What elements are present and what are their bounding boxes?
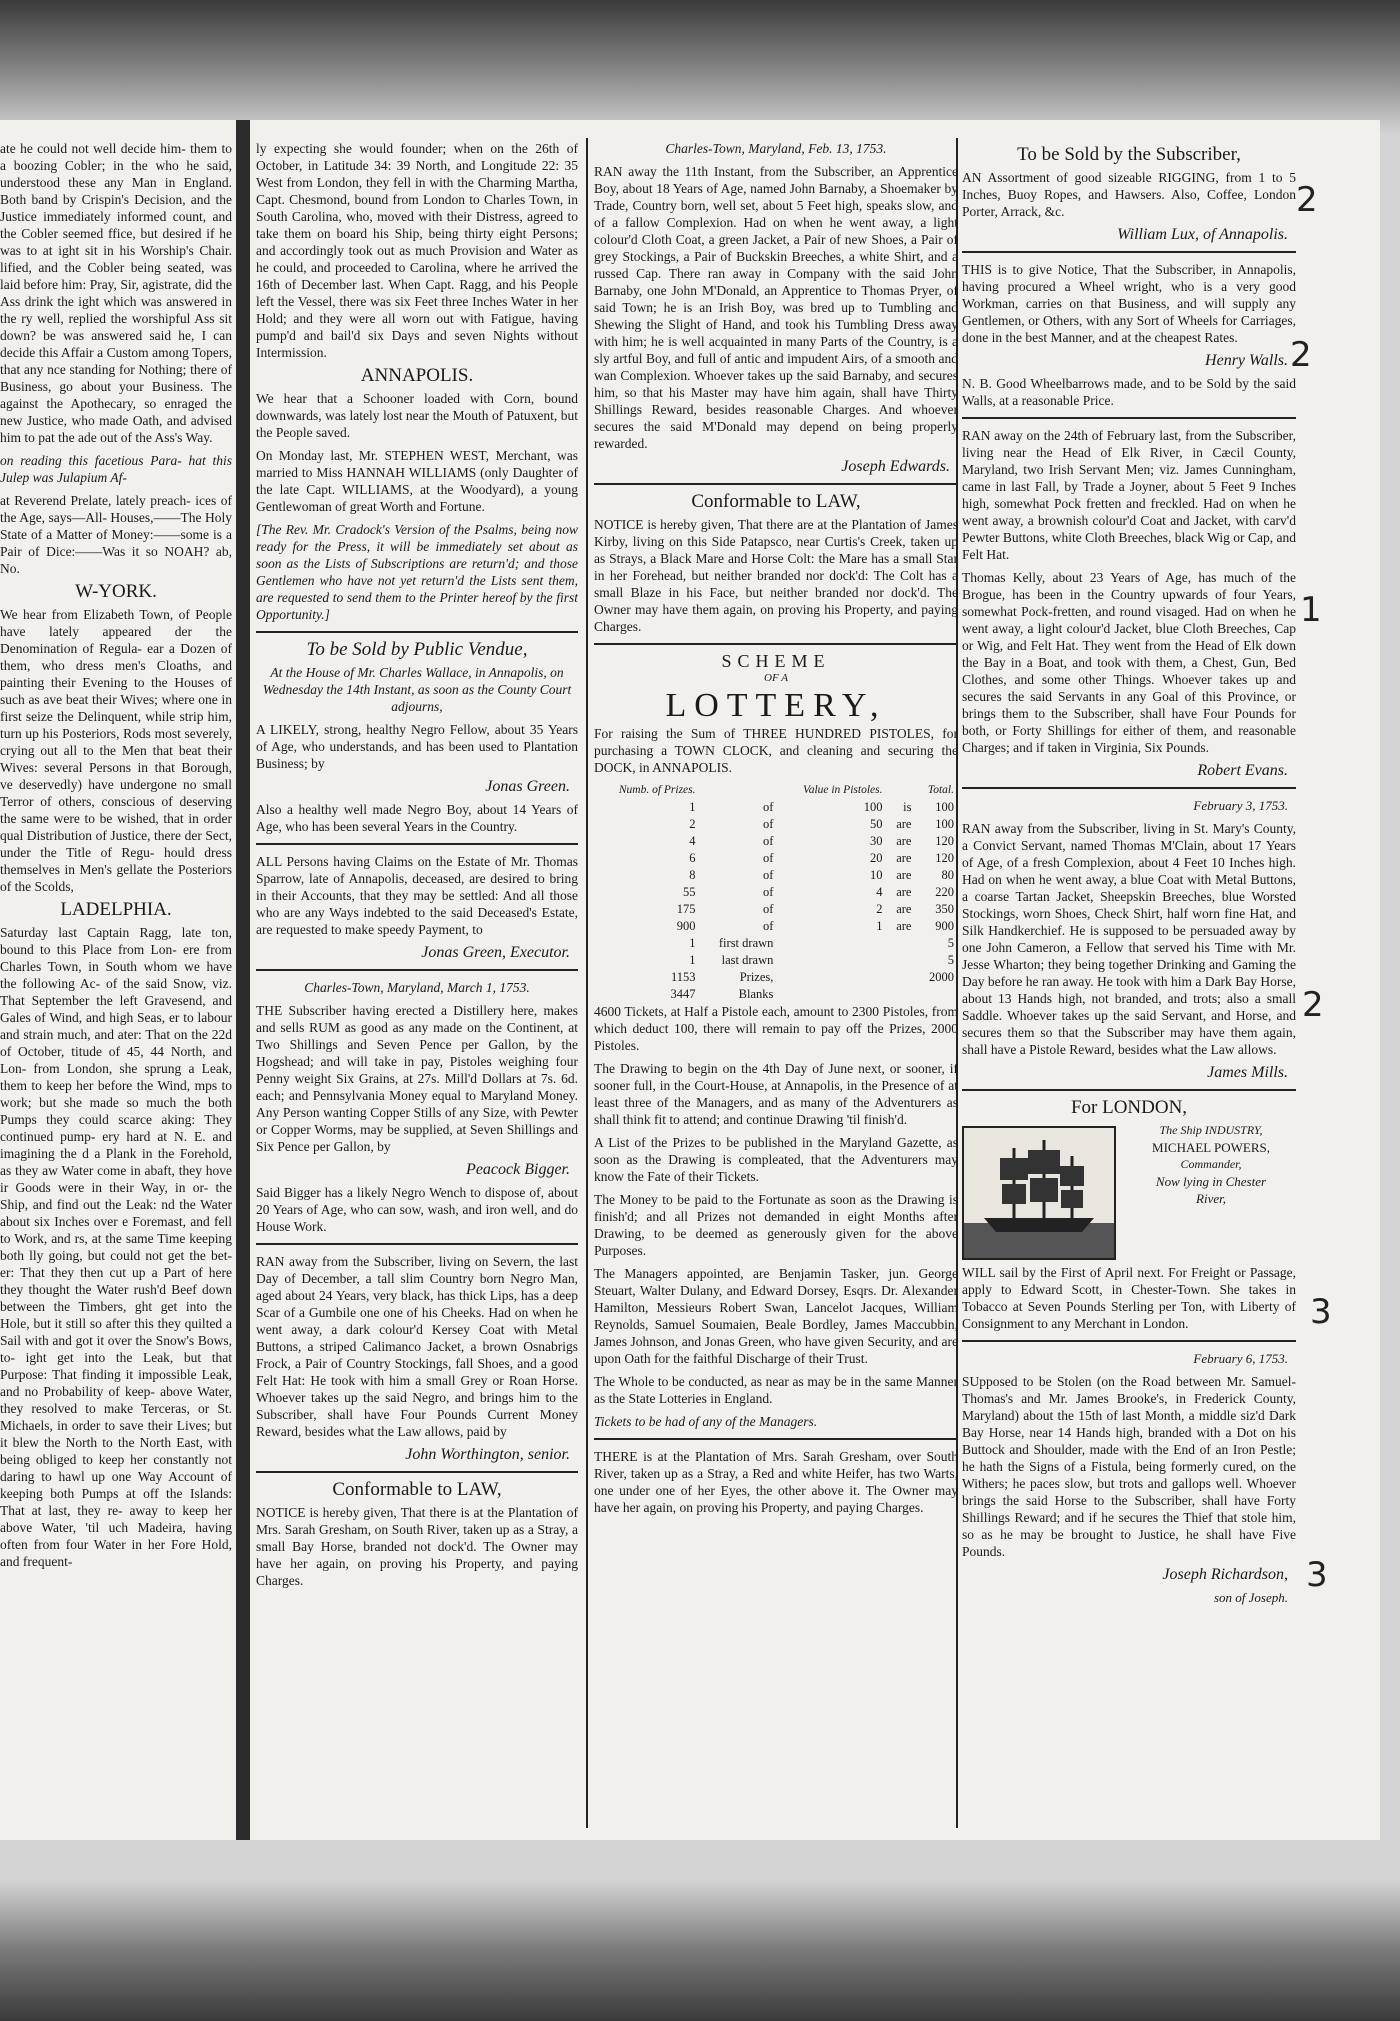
ship-icon <box>964 1128 1114 1258</box>
ad-text: NOTICE is hereby given, That there is at the Plantation of Mrs. Sarah Gresham, on South River, taken up as a Stray, a small Bay Horse, branded not dock'd. The Owner may have her again, on proving his Property, and paying Charges. <box>256 1505 578 1588</box>
section-heading: W-YORK. <box>75 581 157 602</box>
lottery-table-cell: 8 <box>689 868 696 882</box>
lottery-table-cell: of <box>762 868 774 882</box>
lottery-table-cell: last drawn <box>721 953 774 967</box>
column-left-partial <box>0 140 232 1830</box>
ship-commander-title: Commander, <box>1180 1157 1242 1171</box>
divider <box>594 1438 958 1440</box>
lottery-table-cell: is <box>903 800 912 814</box>
ad-signature: Joseph Edwards. <box>841 458 950 475</box>
ad-text: Also a healthy well made Negro Boy, about 14 Years of Age, who has been several Years in the Country. <box>256 802 578 834</box>
ad-dateline: Charles-Town, Maryland, Feb. 13, 1753. <box>665 141 887 156</box>
column-1 <box>256 140 578 1830</box>
page-gutter <box>236 120 250 1840</box>
lottery-table-cell: 900 <box>935 919 954 933</box>
lottery-table-cell: 1153 <box>670 970 696 984</box>
lottery-text: The Whole to be conducted, as near as may be in the same Manner as the State Lotteries in England. <box>594 1374 958 1406</box>
lottery-table-row <box>594 867 958 884</box>
lottery-table-cell <box>886 969 915 986</box>
lottery-blanks-row <box>594 986 958 1003</box>
lottery-table-cell: 1 <box>689 800 696 814</box>
divider <box>962 417 1296 419</box>
lottery-table-cell: Prizes, <box>739 970 774 984</box>
lottery-table-cell: Blanks <box>738 987 774 1001</box>
lottery-table-cell: are <box>896 868 912 882</box>
lottery-table-cell <box>777 986 886 1003</box>
lottery-table-cell: are <box>896 902 912 916</box>
lottery-table-cell: 3447 <box>670 987 696 1001</box>
lottery-table-row <box>594 884 958 901</box>
lottery-text: 4600 Tickets, at Half a Pistole each, amount to 2300 Pistoles, from which deduct 100, there will remain to pay off the Prizes, 2000 Pistoles. <box>594 1004 958 1053</box>
divider <box>256 1471 578 1473</box>
lottery-table-cell <box>777 952 886 969</box>
ad-text: SUpposed to be Stolen (on the Road between Mr. Samuel-Thomas's and Mr. James Brooke's, in Frederick County, Maryland) about the 15th of last Month, a middle siz'd Dark Bay Horse, near 14 Hands high, branded with a Dot on his Buttock and Shoulder, made with the End of an Iron Pestle; he hath the Signs of a Fistula, being formerly cured, on the Withers; he paces slow, but trots and gallops well. Whoever brings the said Horse to the Subscriber, shall have Forty Shillings Reward; and if he secures the Thief that stole him, so as he may be brought to Justice, he shall have Five Pounds. <box>962 1374 1296 1559</box>
lottery-table-cell: of <box>762 817 774 831</box>
lottery-table-cell: 6 <box>689 851 696 865</box>
margin-mark: 3 <box>1310 1292 1332 1332</box>
article-text: ly expecting she would founder; when on the 26th of October, in Latitude 34: 39 North, and Longitude 22: 35 West from London, they fell in with the Charming Martha, Capt. Chesmond, bound from London to Charles Town, in South Carolina, who, moved with their Distress, agreed to take them on board his Ship, being thirty eight Persons; and accordingly took out as much Provision and Water as he could, and proceeded to Carolina, where he arrived the 16th of December last. When Capt. Ragg, and his People left the Vessel, there was six Feet three Inches Water in her Hold; and they were all worn out with Fatigue, having pump'd and bail'd six Days and seven Nights without Intermission. <box>256 141 578 360</box>
lottery-of-a: OF A <box>764 672 788 684</box>
lottery-text: The Managers appointed, are Benjamin Tasker, jun. George Steuart, Walter Dulany, and Edward Dorsey, Esqrs. Dr. Alexander Hamilton, Messieurs Robert Swan, Lancelot Jacques, William Reynolds, Samuel Soumaien, Beale Bordley, James Maccubbin, James Johnson, and Jonas Green, who have given Security, and are upon Oath for the faithful Discharge of their Trust. <box>594 1266 958 1366</box>
ad-text: N. B. Good Wheelbarrows made, and to be Sold by the said Walls, at a reasonable Price. <box>962 376 1296 408</box>
ship-location: Now lying in Chester <box>1155 1174 1267 1189</box>
lottery-table-cell: 55 <box>683 885 696 899</box>
ad-text: RAN away from the Subscriber, living on Severn, the last Day of December, a tall slim Country born Negro Man, aged about 24 Years, very black, has thick Lips, has a deep Scar of a Gumbile one one of his Cheeks. Had on when he went away, a dark colour'd Kersey Coat with Metal Buttons, a striped Calimanco Jacket, a brown Osnabrigs Frock, a Pair of Country Stockings, fall Shoes, and a good Felt Hat: He took with him a small Grey or Roan Horse. Whoever takes up the said Negro, and brings him to the Subscriber, shall have Four Pounds Current Money Reward, besides what the Law allows, paid by <box>256 1254 578 1439</box>
lottery-table-cell <box>886 986 915 1003</box>
lottery-table-cell: 900 <box>676 919 696 933</box>
ad-text: RAN away the 11th Instant, from the Subscriber, an Apprentice Boy, about 18 Years of Age, named John Barnaby, a Shoemaker by Trade, Country born, well set, about 5 Feet high, speaks slow, and of a fallow Complexion. Had on when he went away, a light colour'd Cloth Coat, a green Jacket, a Pair of new Shoes, a Pair of grey Stockings, a Pair of Buckskin Breeches, a white Shirt, and a russed Cap. There ran away in Company with the said John Barnaby, one John M'Donald, an Apprentice to Thomas Pryer, of said Town; he is an Irish Boy, was bred up to Tumbling and Shewing the Slight of Hand, and took his Tumbling Dress away with him; he is well acquainted in many Parts of the Country, is a sly artful Boy, and full of antic and impudent Airs, of a smooth and wan Complexion. Whoever takes up the said Barnaby, and secures him, so that his Master may have him again, shall have Thirty Shillings Reward, besides reasonable Charges. And whoever secures the said M'Donald may depend on being properly rewarded. <box>594 164 958 451</box>
divider <box>256 843 578 845</box>
lottery-table-cell: are <box>896 817 912 831</box>
article-text: Saturday last Captain Ragg, late ton, bound to this Place from Lon- ere from Charles Town, in South whom we have the following Ac- of the said Snow, viz. That September the left Gravesend, and Gales of Wind, and high Seas, er to labour and strain much, and ater: That on the 22d of October, titude of 45, 44 North, and Lon- from London, she sprung a Leak, them to keep her before the Wind, mps to work; but she made so much the both Pumps they could scarce aking: They continued pump- ery hard at N. E. and imagining the d a Plank in the Forehold, as they aw Water come in abaft, they hove ir Goods were in their Way, in or- the Ship, and find out the Leak: nd the Water about six Inches over e Foremast, and fell to Work, and rs, at the same Time keeping both lly going, but could not get the bet- er: That they then cut up a Part of here they thought the Water rush'd Beef down between the Timbers, ght get into the Hole, but it still so after this they quilted a Sail with and got it over the Snow's Bows, to- ight get into the Leak, but that Purpose: That finding it impossible Leak, and no Probability of keep- above Water, they resolved to make Terceras, or St. Michaels, in order to save their Lives; but it blew the North to the North East, with being obliged to keep her constantly not daring to hawl up one Way Account of keeping both Pumps at off the Islands: That at last, they re- away to keep her above Water, 'til uch Madeira, having often from four Water in her Fore Hold, and frequent- <box>0 925 232 1569</box>
lottery-table-cell: are <box>896 919 912 933</box>
article-text: on reading this facetious Para- hat this Julep was Julapium Af- <box>0 453 232 485</box>
article-text: ate he could not well decide him- them to a boozing Cobler; in the who he said, understood these any Man in England. Both band by Crispin's Decision, and the Justice immediately informed count, and the Cobler seemed ffice, but desired if he was to at ight sit in his Worship's Chair. lified, and the Cobler being seated, was laid before him: Pray, Sir, agistrate, did the Ass drink the ight which was answered in the ry well, replied the worshipful Ass sit down? be was answered said he, I can decide this Affair a Custom among Topers, that any nce standing for Nothing; there of Business, go about your Business. The against the Apothecary, so enraged the new Justice, who made Oath, and advised him to pat the ade out of the Ass's Way. <box>0 141 232 445</box>
ad-heading: To be Sold by Public Vendue, <box>306 639 528 660</box>
ad-heading: Conformable to LAW, <box>332 1479 502 1500</box>
section-heading: LADELPHIA. <box>60 899 172 920</box>
lottery-table-cell: 2 <box>876 902 883 916</box>
column-3 <box>962 140 1296 1830</box>
margin-mark: 2 <box>1290 335 1312 375</box>
ship-name: The Ship INDUSTRY, <box>1159 1123 1263 1137</box>
divider <box>256 1243 578 1245</box>
lottery-table-cell: first drawn <box>718 936 774 950</box>
lottery-table-cell <box>777 969 886 986</box>
lottery-table-row <box>594 833 958 850</box>
scan-shadow-bottom <box>0 1880 1400 2021</box>
divider <box>962 1340 1296 1342</box>
margin-mark: 3 <box>1306 1555 1328 1595</box>
lottery-table-row <box>594 799 958 816</box>
ad-signature-sub: son of Joseph. <box>1213 1590 1288 1605</box>
lottery-table-cell: 4 <box>689 834 696 848</box>
lottery-table-row <box>594 935 958 952</box>
lottery-table-cell: 1 <box>689 936 696 950</box>
ad-text: ALL Persons having Claims on the Estate of Mr. Thomas Sparrow, late of Annapolis, deceased, are desired to bring in their Accounts, that they may be settled: And all those who are any Ways indebted to the said Deceased's Estate, are requested to make speedy Payment, to <box>256 854 578 937</box>
ad-text: THERE is at the Plantation of Mrs. Sarah Gresham, over South River, taken up as a Stray, a Red and white Heifer, has two Warts, one under one of her Eyes, the other above it. The Owner may have her again, on proving his Property, and paying Charges. <box>594 1449 958 1515</box>
ad-text: AN Assortment of good sizeable RIGGING, from 1 to 5 Inches, Buoy Ropes, and Hawsers. Also, Coffee, London Porter, Arrack, &c. <box>962 170 1296 219</box>
lottery-table-cell <box>886 952 915 969</box>
divider <box>962 251 1296 253</box>
lottery-table-cell: 350 <box>935 902 954 916</box>
lottery-table-cell <box>915 986 958 1003</box>
ad-text: Thomas Kelly, about 23 Years of Age, has much of the Brogue, has been in the Country upwards of four Years, somewhat Pock-fretten, and round visaged. Had on when he went away, a light colour'd Jacket, blue Cloth Breeches, Cap or Wig, and Felt Hat. They went from the Head of Elk down the Bay in a Boat, and took with them, a Chest, Gun, Bed Clothes, and some other Things. Whoever takes up and secures the said Servants in any Goal of this Province, or brings them to the Subscriber, shall have Four Pounds for both, or Forty Shillings for either of them, and reasonable Charges; and if taken in Virginia, Six Pounds. <box>962 570 1296 755</box>
lottery-table-cell: of <box>762 902 774 916</box>
lottery-table-cell: 80 <box>941 868 954 882</box>
ad-text: THIS is to give Notice, That the Subscriber, in Annapolis, having procured a Wheel wright, who is a very good Workman, carries on that Business, and will supply any Gentlemen, or Others, with any Sort of Wheels for Carriages, done in the best Manner, and at the cheapest Rates. <box>962 262 1296 345</box>
lottery-table-cell: of <box>762 800 774 814</box>
divider <box>256 969 578 971</box>
lottery-table-cell: 20 <box>869 851 883 865</box>
lottery-intro: For raising the Sum of THREE HUNDRED PISTOLES, for purchasing a TOWN CLOCK, and cleaning and securing the DOCK, in ANNAPOLIS. <box>594 726 958 775</box>
lottery-table-header: Value in Pistoles. <box>802 784 883 796</box>
ad-signature: Peacock Bigger. <box>466 1161 570 1178</box>
lottery-table-cell: 5 <box>947 936 954 950</box>
ad-text: WILL sail by the First of April next. For Freight or Passage, apply to Edward Scott, in Chester-Town. She takes in Tobacco at Seven Pounds Sterling per Ton, with Liberty of Consignment to any Merchant in London. <box>962 1265 1296 1331</box>
lottery-table-cell: 1 <box>689 953 696 967</box>
lottery-table-cell: 10 <box>869 868 883 882</box>
column-rule <box>586 138 588 1828</box>
divider <box>594 483 958 485</box>
ad-text: A LIKELY, strong, healthy Negro Fellow, about 35 Years of Age, who understands, and has been used to Plantation Business; by <box>256 722 578 771</box>
lottery-table-cell: 4 <box>876 885 883 899</box>
divider <box>256 631 578 633</box>
lottery-table-cell: 120 <box>935 851 954 865</box>
ad-signature: James Mills. <box>1207 1064 1288 1081</box>
lottery-table-cell: 100 <box>863 800 883 814</box>
lottery-table-row <box>594 952 958 969</box>
ad-signature: Henry Walls. <box>1205 352 1288 369</box>
article-text: at Reverend Prelate, lately preach- ices of the Age, says—All- Houses,——The Holy State of a Matter of Money:——some is a Pair of Dice:——Was it so NOAH? ab, No. <box>0 493 232 576</box>
ad-subheading: At the House of Mr. Charles Wallace, in Annapolis, on Wednesday the 14th Instant, as soon as the County Court adjourns, <box>262 665 572 714</box>
ad-text: Said Bigger has a likely Negro Wench to dispose of, about 20 Years of Age, who can sow, wash, and iron well, and do House Work. <box>256 1185 578 1234</box>
lottery-table-cell: 50 <box>869 817 883 831</box>
lottery-table-cell: are <box>896 885 912 899</box>
ad-heading: For LONDON, <box>1070 1097 1188 1118</box>
divider <box>962 787 1296 789</box>
lottery-table-cell: are <box>896 834 912 848</box>
ad-text: RAN away on the 24th of February last, from the Subscriber, living near the Head of Elk River, in Cæcil County, Maryland, two Irish Servant Men; viz. James Cunningham, came in last Fall, by Trade a Joyner, about 5 Feet 9 Inches high, somewhat Pock fretten and freckled. Had on when he went away, a brownish colour'd Coat and Jacket, with carv'd Pewter Buttons, white Cloth Breeches, black Wig or Cap, and Felt Hat. <box>962 428 1296 562</box>
ad-heading: To be Sold by the Subscriber, <box>1017 144 1241 165</box>
lottery-table-cell: 175 <box>676 902 696 916</box>
section-heading: ANNAPOLIS. <box>360 365 474 386</box>
ship-location-river: River, <box>1196 1191 1226 1206</box>
divider <box>962 1089 1296 1091</box>
margin-mark: 2 <box>1296 180 1318 220</box>
lottery-table-cell: 100 <box>935 817 954 831</box>
ad-text: RAN away from the Subscriber, living in St. Mary's County, a Convict Servant, named Thomas M'Clain, about 17 Years of Age, of a fresh Complexion, about 4 Feet 10 Inches high. Had on when he went away, a blue Coat with Metal Buttons, a coarse Tartan Jacket, Sheepskin Breeches, blue Worsted Stockings, worn Shoes, Check Shirt, half worn fine Hat, and Silk Handkerchief. He is supposed to be persuaded away by one John Cameron, a Fellow that served his Time with Mr. Jesse Wharton; they being together Drinking and Gaming the Day before he ran away. He took with him a Dark Bay Horse, about 13 Hands high, not branded, and trots; also a small Saddle. Whoever takes up the said Servant, and Horse, and secures them so that the Subscriber may have them again, shall have a Pistole Reward, besides what the Law allows. <box>962 821 1296 1057</box>
ad-signature: Joseph Richardson, <box>1162 1566 1288 1583</box>
lottery-prizes-row <box>594 969 958 986</box>
ad-signature: Robert Evans. <box>1197 762 1288 779</box>
ad-date: February 6, 1753. <box>1193 1351 1288 1366</box>
ad-signature: Jonas Green, Executor. <box>421 944 570 961</box>
ad-signature: Jonas Green. <box>485 778 570 795</box>
lottery-table-cell: of <box>762 919 774 933</box>
lottery-table-row <box>594 850 958 867</box>
lottery-table-cell: of <box>762 851 774 865</box>
ship-woodcut <box>962 1126 1116 1260</box>
lottery-table-row <box>594 901 958 918</box>
lottery-table-cell: 5 <box>947 953 954 967</box>
notice-text: [The Rev. Mr. Cradock's Version of the Psalms, being now ready for the Press, it will be immediately set about as soon as the Lists of Subscriptions are return'd; and those Gentlemen who have not yet return'd the Lists sent them, are requested to send them to the Printer hereof by the first Opportunity.] <box>256 522 578 622</box>
lottery-table-cell: 2000 <box>929 970 954 984</box>
article-text: On Monday last, Mr. STEPHEN WEST, Merchant, was married to Miss HANNAH WILLIAMS (only Daughter of the late Capt. WILLIAMS, at the Woodyard), a young Gentlewoman of great Worth and Fortune. <box>256 448 578 514</box>
ad-text: NOTICE is hereby given, That there are at the Plantation of James Kirby, living on this Side Patapsco, near Curtis's Creek, taken up as Strays, a Black Mare and Horse Colt: the Mare has a small Star in her Forehead, but neither branded nor dock'd: The Colt has a small Blaze in his Face, but neither branded nor dock'd. The Owner may have them again, on proving his Property, and paying Charges. <box>594 517 958 634</box>
ad-dateline: Charles-Town, Maryland, March 1, 1753. <box>304 980 530 995</box>
scan-shadow-top <box>0 0 1400 135</box>
lottery-table-row <box>594 816 958 833</box>
divider <box>594 643 958 645</box>
ad-heading: Conformable to LAW, <box>691 491 861 512</box>
lottery-text: Tickets to be had of any of the Managers. <box>594 1414 818 1429</box>
lottery-table-cell: 100 <box>935 800 954 814</box>
lottery-table-cell: 30 <box>869 834 883 848</box>
lottery-text: The Money to be paid to the Fortunate as soon as the Drawing is finish'd; and all Prizes not demanded in eight Months after Drawing, to be deemed as generously given for the above Purposes. <box>594 1192 958 1258</box>
margin-mark: 1 <box>1300 590 1322 630</box>
lottery-title: LOTTERY, <box>665 687 887 724</box>
lottery-table-cell <box>886 935 915 952</box>
lottery-table-cell <box>777 935 886 952</box>
lottery-table-header <box>700 782 778 799</box>
lottery-text: A List of the Prizes to be published in the Maryland Gazette, as soon as the Drawing is compleated, that the Adventurers may know the Fate of their Tickets. <box>594 1135 958 1184</box>
lottery-table-cell: of <box>762 885 774 899</box>
lottery-table-header <box>886 782 915 799</box>
ad-date: February 3, 1753. <box>1193 798 1288 813</box>
ship-commander: MICHAEL POWERS, <box>1152 1140 1270 1155</box>
ad-signature: John Worthington, senior. <box>405 1446 570 1463</box>
lottery-table-cell: of <box>762 834 774 848</box>
ad-text: THE Subscriber having erected a Distillery here, makes and sells RUM as good as any made on the Continent, at Two Shillings and Seven Pence per Gallon, by the Hogshead; and will take in pay, Pistoles weighing four Penny weight Six Grains, at 27s. Mill'd Dollars at 7s. 6d. each; and Pennsylvania Money equal to Maryland Money. Any Person wanting Copper Stills of any Size, with Pewter or Copper Worms, may be supplied, at Seven Shillings and Six Pence per Gallon, by <box>256 1003 578 1154</box>
article-text: We hear from Elizabeth Town, of People have lately appeared der the Denomination of Regula- ear a Dozen of them, who dress men's Cloaths, and painting their Evening to the Houses of such as ave beat their Wives; where one in first seize the Delinquent, while strip him, turn up his Posteriors, Rods most severely, crying out all to the Men that beat their Wives: several Persons in that Borough, ve deservedly) have undergone no small Terror of others, conscious of deserving the same were to be wished, that in order qual Distribution of Justice, there der Sect, under the Title of Regu- hould dress themselves in Men's gellate the Posteriors of the Scolds, <box>0 607 232 894</box>
lottery-table-header: Total. <box>927 784 954 796</box>
lottery-table-cell: are <box>896 851 912 865</box>
ad-signature: William Lux, of Annapolis. <box>1117 226 1288 243</box>
article-text: We hear that a Schooner loaded with Corn, bound downwards, was lately lost near the Mouth of Patuxent, but the People saved. <box>256 391 578 440</box>
lottery-table-header: Numb. of Prizes. <box>618 784 696 796</box>
lottery-table-cell: 120 <box>935 834 954 848</box>
lottery-prize-table <box>594 782 958 1003</box>
lottery-table-cell: 220 <box>935 885 954 899</box>
lottery-table-cell: 1 <box>876 919 883 933</box>
lottery-table-row <box>594 918 958 935</box>
lottery-table-cell: 2 <box>689 817 696 831</box>
column-2 <box>594 140 958 1830</box>
margin-mark: 2 <box>1302 985 1324 1025</box>
lottery-scheme-word: SCHEME <box>721 651 831 671</box>
lottery-text: The Drawing to begin on the 4th Day of June next, or sooner, if sooner full, in the Court-House, at Annapolis, in the Presence of at least three of the Managers, and as many of the Adventurers as shall think fit to attend; and continue Drawing 'til finish'd. <box>594 1061 958 1127</box>
